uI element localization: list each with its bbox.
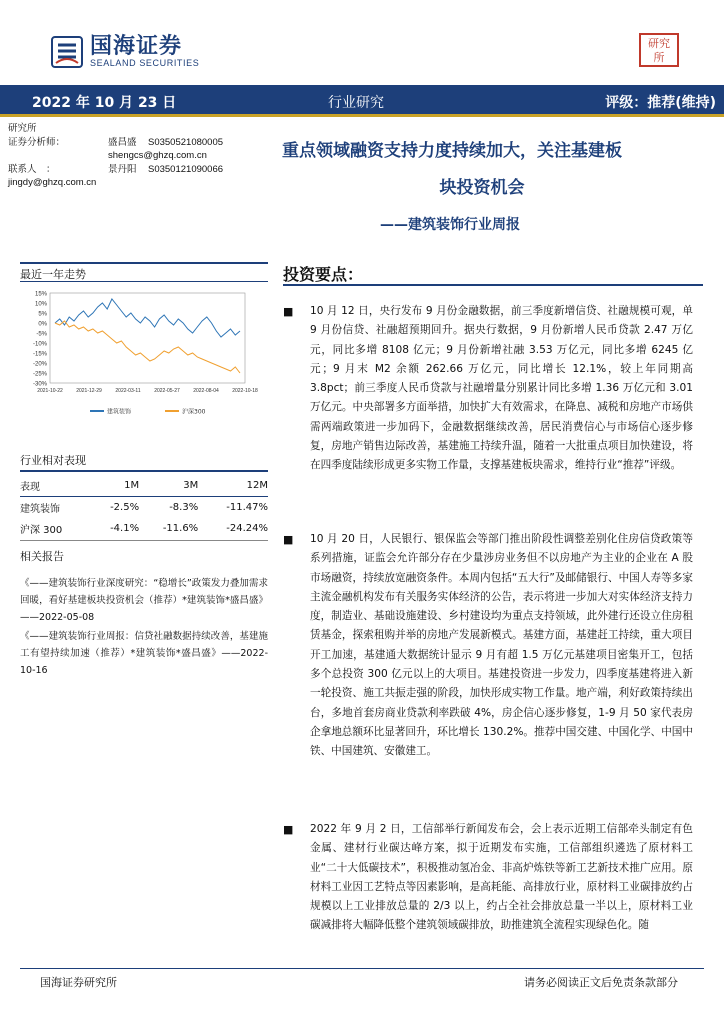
invest-paragraph [283, 302, 693, 476]
contact-email[interactable]: jingdy@ghzq.com.cn [8, 177, 97, 188]
table-row [20, 497, 268, 519]
analyst-email[interactable]: shengcs@ghzq.com.cn [108, 150, 207, 161]
x-tick-label: 2021-10-22 [37, 388, 63, 394]
related-report-item[interactable]: 《——建筑装饰行业周报：信贷社融数据持续改善，基建施工有望持续加速（推荐）*建筑装饰*盛昌盛》——2022-10-16 [20, 631, 268, 676]
footer-org: 国海证券研究所 [40, 976, 117, 989]
invest-section-title: 投资要点： [283, 265, 364, 284]
invest-paragraph [283, 820, 693, 960]
y-tick-label: -20% [32, 361, 47, 368]
divider [283, 284, 703, 286]
legend-label: 建筑装饰 [107, 408, 132, 416]
contact-name: 景丹阳 [108, 163, 137, 175]
related-report-item[interactable]: 《——建筑装饰行业深度研究：“稳增长”政策发力叠加需求回暖，看好基建板块投资机会（推荐）*建筑装饰*盛昌盛》——2022-05-08 [20, 578, 268, 623]
table-header-row [20, 475, 268, 497]
analyst-info [8, 122, 223, 190]
invest-paragraph [283, 530, 693, 762]
divider [20, 281, 268, 282]
divider [20, 262, 268, 264]
title-line-2: 块投资机会 [439, 178, 525, 198]
title-line-1: 重点领域融资支持力度持续加大，关注基建板 [282, 141, 622, 161]
legend-label: 沪深300 [182, 408, 206, 416]
table-cell: -8.3% [169, 502, 199, 513]
x-tick-label: 2021-12-29 [76, 388, 102, 394]
bullet-icon: ■ [283, 823, 294, 836]
table-cell: -11.47% [226, 502, 268, 513]
col-header: 12M [246, 480, 268, 491]
report-title [282, 133, 702, 207]
table-cell: -11.6% [162, 523, 199, 534]
y-tick-label: -25% [32, 371, 47, 378]
table-cell: -2.5% [110, 502, 140, 513]
paragraph-text: 10 月 12 日，央行发布 9 月份金融数据，前三季度新增信贷、社融规模可观，单 9 月份信贷、社融超预期回升。据央行数据，9 月份新增人民币贷款 2.47 万亿元，同比多增 8108 亿元；9 月份新增社融 3.53 万亿元，同比多增 6245 亿元；9 月末 M2 余额 262.66 万亿元，同比增长 12.1%，较上年同期高 3.8pct；前三季度人民币贷款与社融增量分别累计同比多增 1.36 万亿元和 3.01 万亿元。中央部署多方面举措，加快扩大有效需求，在降息、减税和房地产市场供需两端政策进一步加码下，金融数据继续改善，居民消费信心与市场信心逐步修复，房地产销售边际改善，基建施工持续升温，随着一大批重点项目加快建设，将在四季度陆续形成更多实物工作量，支撑基建板块需求，维持行业“推荐”评级。 [310, 305, 693, 472]
y-tick-label: -10% [32, 341, 47, 348]
x-tick-label: 2022-10-18 [232, 388, 258, 394]
related-reports [20, 575, 268, 681]
seal-text-bottom: 所 [653, 51, 665, 64]
report-category: 行业研究 [328, 95, 384, 111]
analyst-name: 盛昌盛 [108, 136, 137, 148]
contact-id: S0350121090066 [148, 163, 224, 175]
bullet-icon: ■ [283, 305, 294, 318]
contact-label: 联系人 ： [8, 163, 56, 175]
divider [20, 470, 268, 472]
table-cell: 建筑装饰 [20, 504, 60, 515]
x-tick-label: 2022-05-27 [154, 388, 180, 394]
table-cell: -24.24% [226, 523, 268, 534]
col-header: 表现 [20, 482, 40, 493]
trend-chart [20, 285, 268, 435]
logo-mark-icon [50, 35, 84, 69]
dept-label: 研究所 [8, 123, 37, 134]
table-row [20, 518, 268, 539]
paragraph-text: 10 月 20 日，人民银行、银保监会等部门推出阶段性调整差别化住房信贷政策等系列措施，证监会允许部分存在少量涉房业务但不以房地产为主业的企业在 A 股市场融资，持续放宽融资条件。本周内包括“五大行”及邮储银行、中国人寿等多家主流金融机构发布有关服务实体经济的公告，表示将进一步加大对实体经济支持力度，制造业、基础设施建设、乡村建设均为重点支持领域，此外建行还设立住房租赁基金，探索租购并举的房地产发展新模式。基建方面，基建赶工持续，重大项目开工加速，基建通大数据统计显示 9 月有超 1.5 万亿元基建项目密集开工，包括多个总投资 300 亿元以上的大项目。基建投资进一步发力，四季度基建将进入新一轮投资、施工共振走强的阶段，加快形成实物工作量。地产端，利好政策持续出台，多地首套房商业贷款利率跌破 4%，房企信心逐步修复，1-9 月 50 家代表房企拿地总额环比显著回升，环比增长 130.2%。推荐中国交建、中国化学、中国中铁、中国建筑、安徽建工。 [310, 533, 693, 758]
x-tick-label: 2022-08-04 [193, 388, 219, 394]
y-tick-label: -30% [32, 381, 47, 388]
chart-frame [50, 293, 245, 383]
y-tick-label: 5% [38, 311, 47, 318]
analyst-id: S0350521080005 [148, 136, 224, 148]
footer-disclaimer: 请务必阅读正文后免责条款部分 [524, 976, 678, 989]
series-line-1 [55, 321, 240, 373]
paragraph-text: 2022 年 9 月 2 日，工信部举行新闻发布会，会上表示近期工信部牵头制定有色金属、建材行业碳达峰方案，拟于近期发布实施，工信部组织遴选了原材料工业“二十大低碳技术”，积极推动氢冶金、非高炉炼铁等新工艺新技术推广应用。原材料工业因工艺特点等因素影响，是高耗能、高排放行业，原材料工业碳排放约占规模以上工业排放总量的 2/3 以上，约占全社会排放总量一半以上，原材料工业碳减排将大幅降低整个建筑领域碳排放，助推建筑全流程实现绿色化。随 [310, 823, 693, 932]
report-banner [0, 85, 724, 117]
y-tick-label: -15% [32, 351, 47, 358]
logo-english-name: SEALAND SECURITIES [90, 58, 200, 68]
table-cell: 沪深 300 [20, 525, 63, 536]
col-header: 3M [183, 480, 199, 491]
y-tick-label: -5% [36, 331, 47, 338]
series-line-0 [55, 299, 240, 337]
report-rating: 评级：推荐(维持) [605, 95, 716, 111]
seal-text-top: 研究 [648, 37, 670, 50]
table-cell: -4.1% [110, 523, 140, 534]
bullet-icon: ■ [283, 533, 294, 546]
report-subtitle: ——建筑装饰行业周报 [380, 217, 520, 233]
x-tick-label: 2022-03-11 [115, 388, 141, 394]
y-tick-label: 15% [34, 291, 47, 298]
related-section-title: 相关报告 [20, 550, 64, 563]
y-tick-label: 0% [38, 321, 47, 328]
analyst-label: 证券分析师： [8, 136, 66, 148]
performance-table [20, 475, 268, 539]
company-logo [50, 35, 199, 69]
footer-divider [20, 968, 704, 969]
col-header: 1M [124, 480, 140, 491]
chart-section-title: 最近一年走势 [20, 268, 86, 281]
perf-section-title: 行业相对表现 [20, 454, 86, 467]
y-tick-label: 10% [34, 301, 47, 308]
report-date: 2022 年 10 月 23 日 [32, 95, 177, 111]
divider [20, 540, 268, 541]
logo-chinese-name: 国海证券 [90, 34, 183, 59]
research-seal-icon [639, 33, 679, 67]
